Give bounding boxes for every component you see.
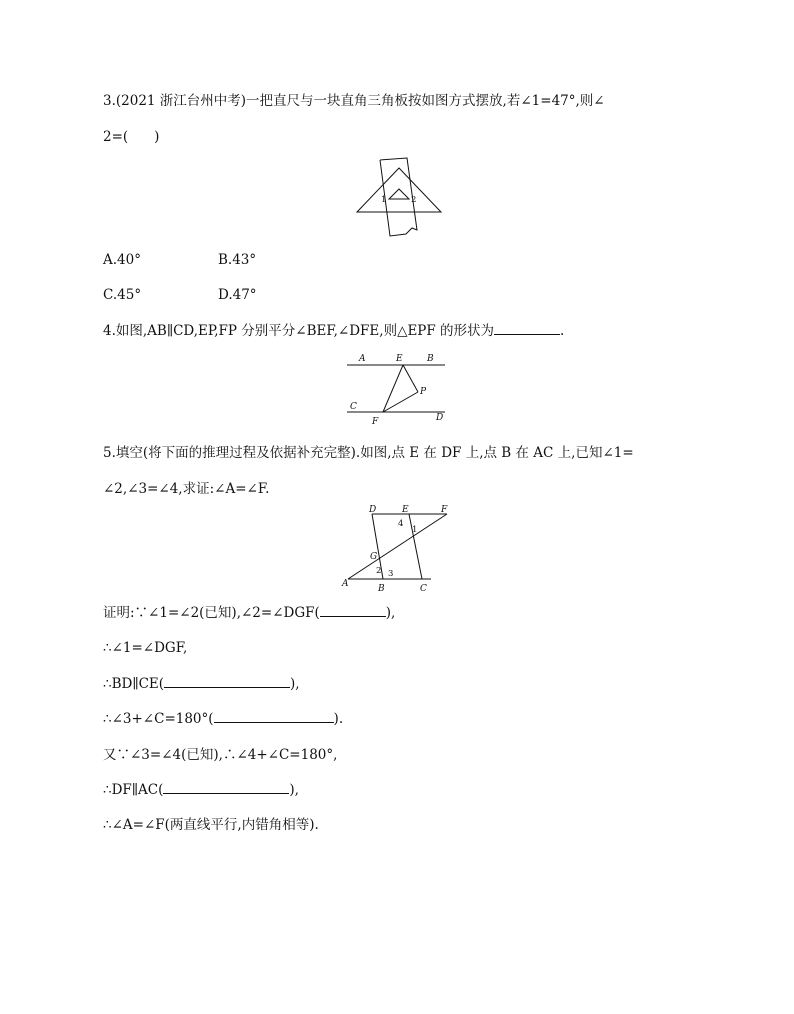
- q4-label-a: A: [359, 354, 366, 364]
- q4-stem: [103, 322, 564, 340]
- q4-stem-end: .: [560, 323, 565, 339]
- q3-stem-line2: [103, 128, 159, 146]
- q4-label-e: E: [396, 354, 403, 364]
- q4-line-ep: [403, 365, 418, 392]
- q5-proof-step6: [103, 781, 299, 799]
- q3-inner-triangle: [389, 189, 409, 199]
- q5-proof-step4-text: ∴∠3+∠C=180°(: [103, 711, 214, 727]
- q5-label-angle-3: 3: [388, 569, 394, 579]
- q4-line-fp: [383, 392, 418, 412]
- q5-label-b: B: [378, 584, 385, 594]
- q4-label-c: C: [350, 402, 357, 412]
- q3-figure: [355, 158, 445, 238]
- q5-proof-blank-1[interactable]: [320, 604, 386, 617]
- q5-figure: [342, 502, 462, 597]
- q3-option-b: B.43°: [218, 252, 257, 268]
- q4-label-f: F: [372, 417, 379, 427]
- q5-label-e: E: [402, 505, 409, 515]
- q5-proof-step6-end: ),: [289, 782, 299, 798]
- q3-answer-close: ): [154, 129, 160, 145]
- q3-answer-open: 2=(: [103, 129, 129, 145]
- q4-line-ef: [383, 365, 403, 412]
- q5-stem-line1: 5.填空(将下面的推理过程及依据补充完整).如图,点 E 在 DF 上,点 B 在 AC 上,已知∠1=: [103, 445, 634, 461]
- q5-proof-step5: 又∵∠3=∠4(已知),∴∠4+∠C=180°,: [103, 747, 338, 763]
- q5-proof-blank-2[interactable]: [164, 675, 290, 688]
- q5-proof-step1-end: ),: [385, 605, 396, 621]
- q5-proof-step2: ∴∠1=∠DGF,: [103, 640, 188, 656]
- q4-label-b: B: [427, 354, 434, 364]
- q5-label-angle-1: 1: [412, 525, 418, 535]
- q5-label-a: A: [342, 579, 349, 589]
- q5-label-d: D: [369, 505, 377, 515]
- q4-figure: [345, 350, 455, 430]
- q3-option-a: A.40°: [103, 252, 141, 268]
- q3-label-1: 1: [381, 195, 387, 205]
- q5-proof-step6-text: ∴DF∥AC(: [103, 782, 164, 798]
- q4-stem-text: 4.如图,AB∥CD,EP,FP 分别平分∠BEF,∠DFE,则△EPF 的形状为: [103, 323, 495, 339]
- q5-stem-line2: ∠2,∠3=∠4,求证:∠A=∠F.: [103, 481, 270, 497]
- q5-proof-step4: [103, 710, 343, 728]
- q5-label-c: C: [420, 584, 427, 594]
- q3-triangle: [357, 168, 441, 212]
- q4-answer-blank[interactable]: [494, 322, 560, 335]
- q5-label-g: G: [370, 552, 378, 562]
- q5-proof-step4-end: ).: [333, 711, 344, 727]
- q5-proof-step1-text: 证明:∵∠1=∠2(已知),∠2=∠DGF(: [103, 605, 320, 621]
- q5-proof-step3-end: ),: [290, 676, 300, 692]
- q5-label-angle-2: 2: [376, 566, 382, 576]
- q5-line-ec: [409, 514, 422, 579]
- q5-label-angle-4: 4: [398, 519, 404, 529]
- q4-label-p: P: [420, 387, 427, 397]
- q5-proof-step3-text: ∴BD∥CE(: [103, 676, 165, 692]
- q3-option-c: C.45°: [103, 287, 142, 303]
- q5-proof-step3: [103, 675, 300, 693]
- q3-stem-line1: 3.(2021 浙江台州中考)一把直尺与一块直角三角板按如图方式摆放,若∠1=47°,则∠: [103, 93, 605, 109]
- q5-proof-blank-4[interactable]: [163, 781, 289, 794]
- q5-proof-blank-3[interactable]: [214, 710, 334, 723]
- q3-label-2: 2: [411, 195, 417, 205]
- q3-option-d: D.47°: [218, 287, 257, 303]
- q5-proof-step7: ∴∠A=∠F(两直线平行,内错角相等).: [103, 817, 319, 833]
- q5-proof-step1: [103, 604, 395, 622]
- q5-label-f: F: [441, 505, 448, 515]
- q4-label-d: D: [436, 413, 444, 423]
